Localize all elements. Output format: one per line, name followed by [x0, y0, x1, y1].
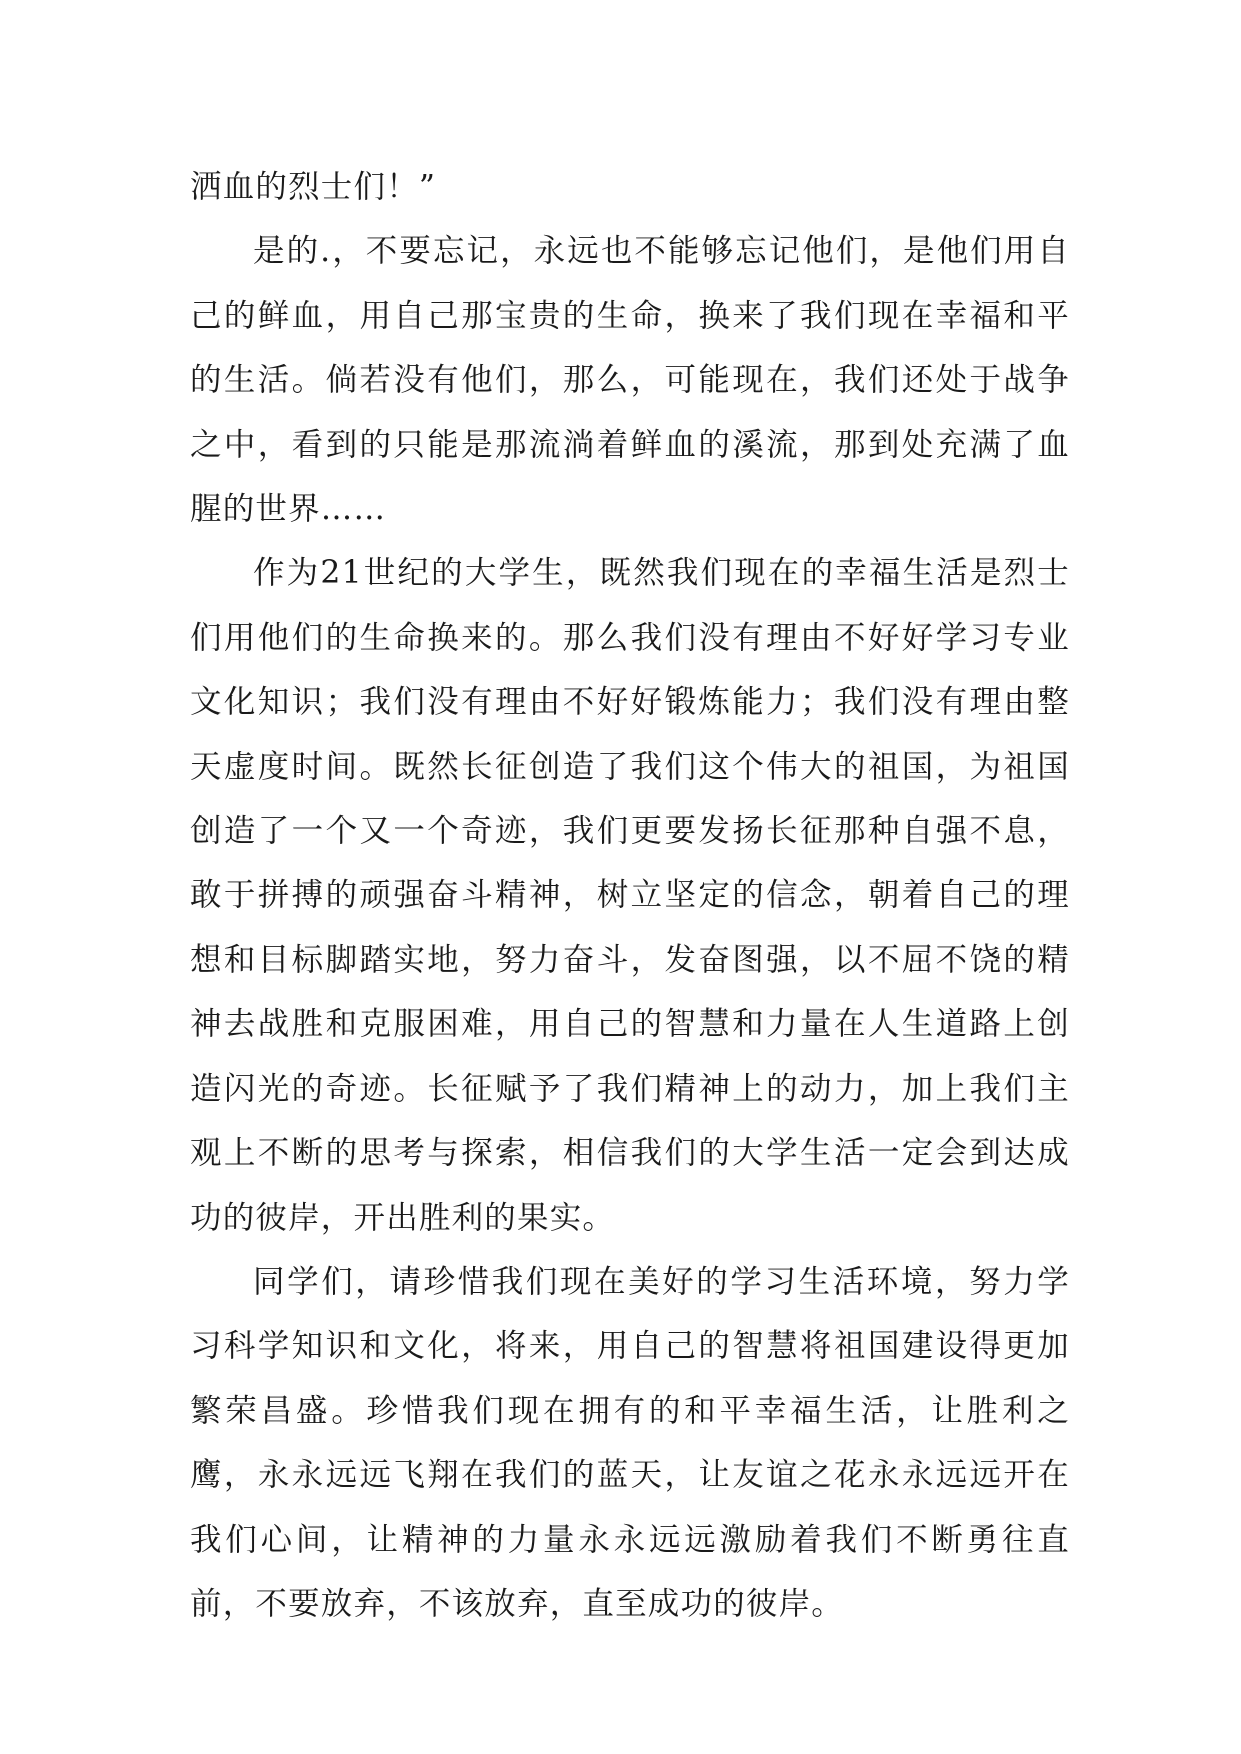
paragraph-college-students: 作为21世纪的大学生，既然我们现在的幸福生活是烈士们用他们的生命换来的。那么我们没有理由不好好学习专业文化知识；我们没有理由不好好锻炼能力；我们没有理由整天虚度时间。既然长征创造了我们这个伟大的祖国，为祖国创造了一个又一个奇迹，我们更要发扬长征那种自强不息，敢于拼搏的顽强奋斗精神，树立坚定的信念，朝着自己的理想和目标脚踏实地，努力奋斗，发奋图强，以不屈不饶的精神去战胜和克服困难，用自己的智慧和力量在人生道路上创造闪光的奇迹。长征赋予了我们精神上的动力，加上我们主观上不断的思考与探索，相信我们的大学生活一定会到达成功的彼岸，开出胜利的果实。: [190, 555, 1070, 1236]
paragraph-remember: 是的.，不要忘记，永远也不能够忘记他们，是他们用自己的鲜血，用自己那宝贵的生命，换来了我们现在幸福和平的生活。倘若没有他们，那么，可能现在，我们还处于战争之中，看到的只能是那流淌着鲜血的溪流，那到处充满了血腥的世界……: [190, 233, 1070, 528]
paragraph-continuation: 洒血的烈士们！”: [190, 169, 437, 205]
document-body: [190, 155, 1070, 1636]
paragraph-classmates: 同学们，请珍惜我们现在美好的学习生活环境，努力学习科学知识和文化，将来，用自己的智慧将祖国建设得更加繁荣昌盛。珍惜我们现在拥有的和平幸福生活，让胜利之鹰，永永远远飞翔在我们的蓝天，让友谊之花永永远远开在我们心间，让精神的力量永永远远激励着我们不断勇往直前，不要放弃，不该放弃，直至成功的彼岸。: [190, 1263, 1070, 1622]
